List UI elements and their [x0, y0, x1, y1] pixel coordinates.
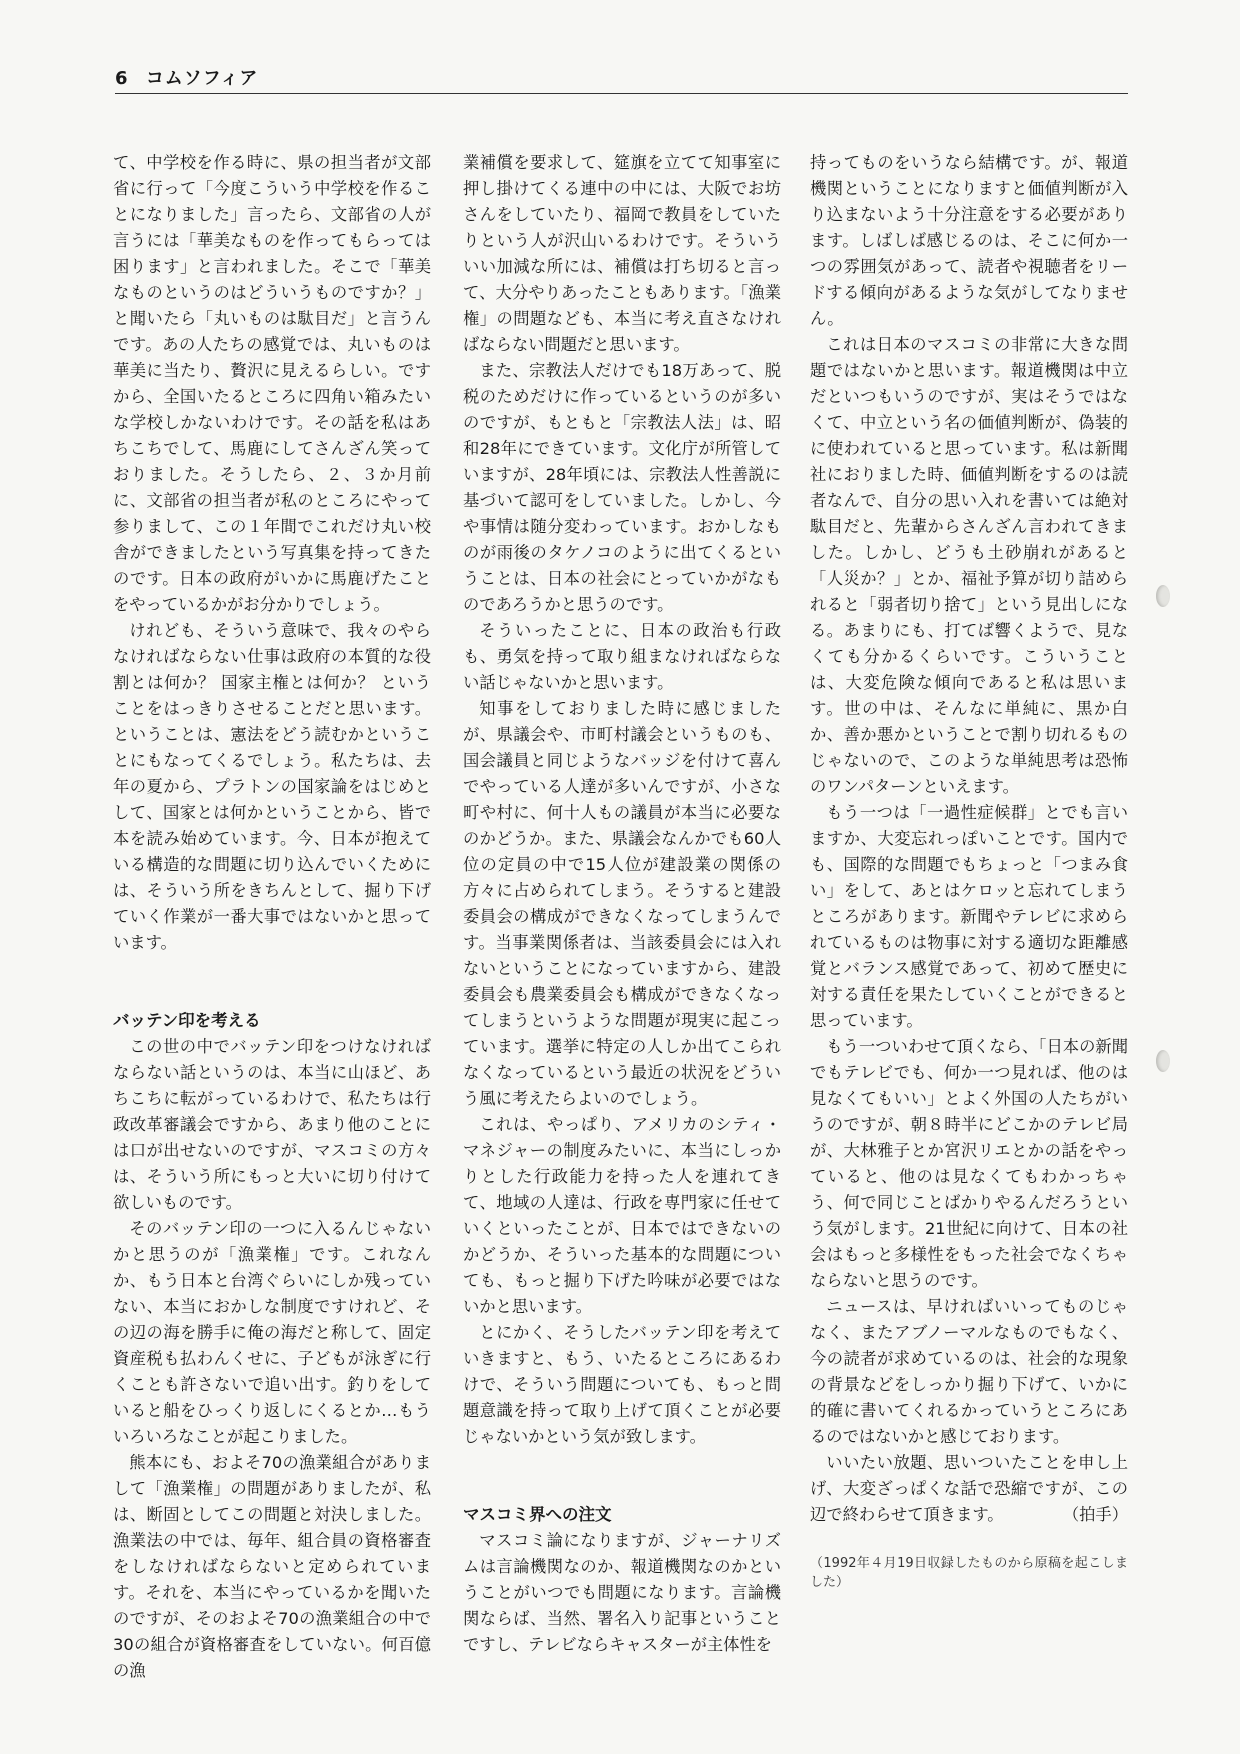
- paragraph: 業補償を要求して、筵旗を立てて知事室に押し掛けてくる連中の中には、大阪でお坊さんをしていたり、福岡で教員をしていたりという人が沢山いるわけです。そういういい加減な所には、補償は打ち切ると言って、大分やりあったこともあります。「漁業権」の問題なども、本当に考え直さなければならない問題だと思います。: [463, 153, 781, 354]
- paragraph: [810, 1450, 1128, 1528]
- binder-hole-mark: [1156, 585, 1170, 607]
- text-column-2: [463, 150, 781, 1658]
- paragraph: ニュースは、早ければいいってものじゃなく、またアブノーマルなものでもなく、今の読者が求めているのは、社会的な現象の背景などをしっかり掘り下げて、いかに的確に書いてくれるかっていうところにあるのではないかと感じております。: [810, 1297, 1128, 1446]
- closing-text: いいたい放題、思いついたことを申し上げ、大変ざっぱくな話で恐縮ですが、この辺で終わらせて頂きます。: [810, 1453, 1128, 1524]
- publication-title: コムソフィア: [145, 68, 259, 89]
- header-rule: [115, 93, 1128, 94]
- source-note: （1992年４月19日収録したものから原稿を起こしました）: [810, 1556, 1128, 1590]
- paragraph: これは日本のマスコミの非常に大きな問題ではないかと思います。報道機関は中立だといつもいうのですが、実はそうではなくて、中立という名の価値判断が、偽装的に使われていると思っています。私は新聞社におりました時、価値判断をするのは読者なんで、自分の思い入れを書いては絶対駄目だと、先輩からさんざん言われてきました。しかし、どうも土砂崩れがあると「人災か？」とか、福祉予算が切り詰められると「弱者切り捨て」という見出しになる。あまりにも、打てば響くようで、見なくても分かるくらいです。こういうことは、大変危険な傾向であると私は思います。世の中は、そんなに単純に、黒か白か、善か悪かということで割り切れるものじゃないので、このような単純思考は恐怖のワンパターンといえます。: [810, 335, 1128, 796]
- text-column-1: [113, 150, 431, 1684]
- paragraph: この世の中でバッテン印をつけなければならない話というのは、本当に山ほど、あちこちに転がっているわけで、私たちは行政改革審議会ですから、あまり他のことには口が出せないのですが、マスコミの方々は、そういう所にもっと大いに切り付けて欲しいものです。: [113, 1037, 431, 1212]
- paragraph: もう一ついわせて頂くなら、「日本の新聞でもテレビでも、何か一つ見れば、他のは見なくてもいい」とよく外国の人たちがいうのですが、朝８時半にどこかのテレビ局が、大林雅子とか宮沢リエとかの話をやっていると、他のは見なくてもわかっちゃう、何で同じことばかりやるんだろうという気がします。21世紀に向けて、日本の社会はもっと多様性をもった社会でなくちゃならないと思うのです。: [810, 1037, 1128, 1290]
- text-column-3: [810, 150, 1128, 1592]
- paragraph: マスコミ論になりますが、ジャーナリズムは言論機関なのか、報道機関なのかということがいつでも問題になります。言論機関ならば、当然、署名入り記事ということですし、テレビならキャスターが主体性を: [463, 1531, 781, 1654]
- paragraph: また、宗教法人だけでも18万あって、脱税のためだけに作っているというのが多いのですが、もともと「宗教法人法」は、昭和28年にできています。文化庁が所管していますが、28年頃には、宗教法人性善説に基づいて認可をしていました。しかし、今や事情は随分変わっています。おかしなものが雨後のタケノコのように出てくるということは、日本の社会にとっていかがなものであろうかと思うのです。: [463, 361, 781, 614]
- paragraph: とにかく、そうしたバッテン印を考えていきますと、もう、いたるところにあるわけで、そういう問題についても、もっと問題意識を持って取り上げて頂くことが必要じゃないかという気が致します。: [463, 1323, 781, 1446]
- section-heading: マスコミ界への注文: [463, 1505, 612, 1524]
- paragraph: そのバッテン印の一つに入るんじゃないかと思うのが「漁業権」です。これなんか、もう日本と台湾ぐらいにしか残っていない、本当におかしな制度ですけれど、その辺の海を勝手に俺の海だと称して、固定資産税も払わんくせに、子どもが泳ぎに行くことも許さないで追い出す。釣りをしていると船をひっくり返しにくるとか…もういろいろなことが起こりました。: [113, 1219, 431, 1446]
- paragraph: 知事をしておりました時に感じましたが、県議会や、市町村議会というものも、国会議員と同じようなバッジを付けて喜んでやっている人達が多いんですが、小さな町や村に、何十人もの議員が本当に必要なのかどうか。また、県議会なんかでも60人位の定員の中で15人位が建設業の関係の方々に占められてしまう。そうすると建設委員会の構成ができなくなってしまうんです。当事業関係者は、当該委員会には入れないということになっていますから、建設委員会も農業委員会も構成ができなくなってしまうというような問題が現実に起こっています。選挙に特定の人しか出てこられなくなっているという最近の状況をどういう風に考えたらよいのでしょう。: [463, 699, 781, 1108]
- applause-note: （拍手）: [1062, 1505, 1128, 1524]
- paragraph: けれども、そういう意味で、我々のやらなければならない仕事は政府の本質的な役割とは何か？ 国家主権とは何か？ ということをはっきりさせることだと思います。ということは、憲法をどう読むかということにもなってくるでしょう。私たちは、去年の夏から、プラトンの国家論をはじめとして、国家とは何かということから、皆で本を読み始めています。今、日本が抱えている構造的な問題に切り込んでいくためには、そういう所をきちんとして、掘り下げていく作業が一番大事ではないかと思っています。: [113, 621, 431, 952]
- paragraph: て、中学校を作る時に、県の担当者が文部省に行って「今度こういう中学校を作ることになりました」言ったら、文部省の人が言うには「華美なものを作ってもらっては困ります」と言われました。そこで「華美なものというのはどういうものですか？」と聞いたら「丸いものは駄目だ」と言うんです。あの人たちの感覚では、丸いものは華美に当たり、贅沢に見えるらしい。ですから、全国いたるところに四角い箱みたいな学校しかないわけです。その話を私はあちこちでして、馬鹿にしてさんざん笑っておりました。そうしたら、２、３か月前に、文部省の担当者が私のところにやって参りまして、この１年間でこれだけ丸い校舎ができましたという写真集を持ってきたのです。日本の政府がいかに馬鹿げたことをやっているかがお分かりでしょう。: [113, 153, 431, 614]
- paragraph: 熊本にも、およそ70の漁業組合がありまして「漁業権」の問題がありましたが、私は、断固としてこの問題と対決しました。漁業法の中では、毎年、組合員の資格審査をしなければならないと定められています。それを、本当にやっているかを聞いたのですが、そのおよそ70の漁業組合の中で30の組合が資格審査をしていない。何百億の漁: [113, 1453, 431, 1680]
- binder-hole-mark: [1156, 1050, 1170, 1072]
- paragraph: 持ってものをいうなら結構です。が、報道機関ということになりますと価値判断が入り込まないよう十分注意をする必要があります。しばしば感じるのは、そこに何か一つの雰囲気があって、読者や視聴者をリードする傾向があるような気がしてなりません。: [810, 153, 1128, 328]
- section-heading: バッテン印を考える: [113, 1011, 261, 1030]
- page-number: 6: [115, 68, 129, 89]
- paragraph: これは、やっぱり、アメリカのシティ・マネジャーの制度みたいに、本当にしっかりとした行政能力を持った人を連れてきて、地域の人達は、行政を専門家に任せていくといったことが、日本ではできないのかどうか、そういった基本的な問題についても、もっと掘り下げた吟味が必要ではないかと思います。: [463, 1115, 781, 1316]
- paragraph: もう一つは「一過性症候群」とでも言いますか、大変忘れっぽいことです。国内でも、国際的な問題でもちょっと「つまみ食い」をして、あとはケロッと忘れてしまうところがあります。新聞やテレビに求められているものは物事に対する適切な距離感覚とバランス感覚であって、初めて歴史に対する責任を果たしていくことができると思っています。: [810, 803, 1128, 1030]
- paragraph: そういったことに、日本の政治も行政も、勇気を持って取り組まなければならない話じゃないかと思います。: [463, 621, 781, 692]
- page-header: [115, 64, 1125, 90]
